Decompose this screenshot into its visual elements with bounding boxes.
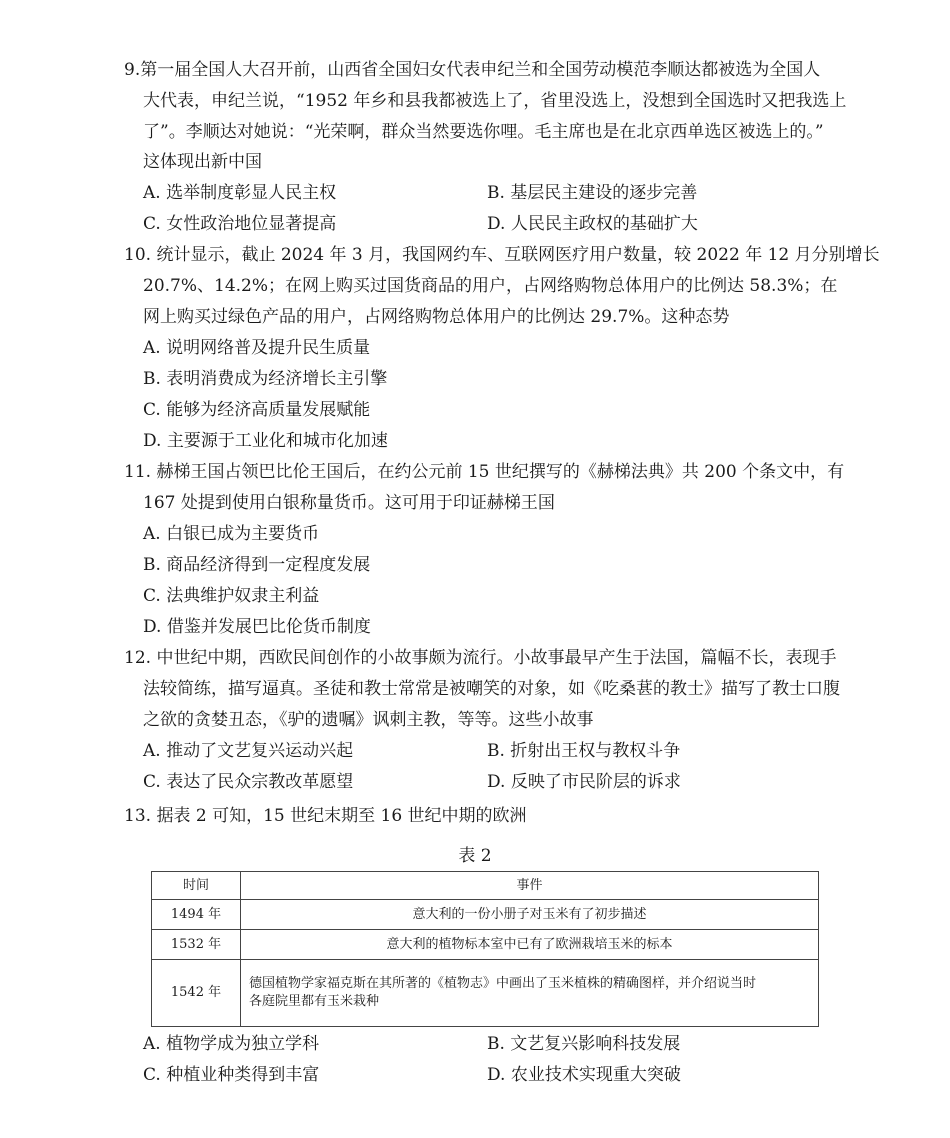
q10-option-b[interactable]: B. 表明消费成为经济增长主引擎 <box>143 369 388 389</box>
q12-option-d[interactable]: D. 反映了市民阶层的诉求 <box>487 772 681 792</box>
q11-option-d[interactable]: D. 借鉴并发展巴比伦货币制度 <box>143 617 371 637</box>
q13-option-a[interactable]: A. 植物学成为独立学科 <box>143 1034 320 1054</box>
q9-stem-line-3: 了”。李顺达对她说：“光荣啊，群众当然要选你哩。毛主席也是在北京西单选区被选上的。” <box>143 122 824 142</box>
table-cell-year: 1532 年 <box>152 930 241 960</box>
table-cell-event: 意大利的一份小册子对玉米有了初步描述 <box>241 900 819 930</box>
table-cell-event-line-2: 各庭院里都有玉米栽种 <box>249 994 380 1009</box>
table-header-time: 时间 <box>152 872 241 900</box>
q12-option-c[interactable]: C. 表达了民众宗教改革愿望 <box>143 772 354 792</box>
q10-stem-line-2: 20.7%、14.2%；在网上购买过国货商品的用户，占网络购物总体用户的比例达 58.3%；在 <box>143 276 838 296</box>
q12-stem-line-2: 法较简练，描写逼真。圣徒和教士常常是被嘲笑的对象，如《吃桑葚的教士》描写了教士口腹 <box>143 679 840 699</box>
q13-stem-line-1: 13. 据表 2 可知，15 世纪末期至 16 世纪中期的欧洲 <box>124 806 527 826</box>
table-cell-event-line-1: 德国植物学家福克斯在其所著的《植物志》中画出了玉米植株的精确图样，并介绍说当时 <box>249 976 757 991</box>
q9-option-a[interactable]: A. 选举制度彰显人民主权 <box>143 183 337 203</box>
q12-option-a[interactable]: A. 推动了文艺复兴运动兴起 <box>143 741 354 761</box>
q9-stem-line-1: 9.第一届全国人大召开前，山西省全国妇女代表申纪兰和全国劳动模范李顺达都被选为全国人 <box>124 60 821 80</box>
q11-option-b[interactable]: B. 商品经济得到一定程度发展 <box>143 555 371 575</box>
table-cell-year: 1494 年 <box>152 900 241 930</box>
q12-stem-line-3: 之欲的贪婪丑态，《驴的遗嘱》讽刺主教，等等。这些小故事 <box>143 710 594 730</box>
q10-stem-line-1: 10. 统计显示，截止 2024 年 3 月，我国网约车、互联网医疗用户数量，较 2022 年 12 月分别增长 <box>124 245 880 265</box>
q9-option-c[interactable]: C. 女性政治地位显著提高 <box>143 214 337 234</box>
q9-option-b[interactable]: B. 基层民主建设的逐步完善 <box>487 183 698 203</box>
q10-option-a[interactable]: A. 说明网络普及提升民生质量 <box>143 338 371 358</box>
table-row <box>152 900 819 930</box>
events-table <box>151 871 819 1027</box>
table-header-event: 事件 <box>241 872 819 900</box>
q10-stem-line-3: 网上购买过绿色产品的用户，占网络购物总体用户的比例达 29.7%。这种态势 <box>143 307 730 327</box>
table-header-row <box>152 872 819 900</box>
q12-stem-line-1: 12. 中世纪中期，西欧民间创作的小故事颇为流行。小故事最早产生于法国，篇幅不长，表现手 <box>124 648 837 668</box>
q9-stem-line-2: 大代表，申纪兰说，“1952 年乡和县我都被选上了，省里没选上，没想到全国选时又把我选上 <box>143 91 847 111</box>
table-row <box>152 930 819 960</box>
table-row <box>152 960 819 1027</box>
q9-option-d[interactable]: D. 人民民主政权的基础扩大 <box>487 214 698 234</box>
table-caption: 表 2 <box>458 846 492 866</box>
q12-option-b[interactable]: B. 折射出王权与教权斗争 <box>487 741 681 761</box>
q9-stem-line-4: 这体现出新中国 <box>143 152 262 172</box>
q11-option-a[interactable]: A. 白银已成为主要货币 <box>143 524 320 544</box>
table-cell-event: 意大利的植物标本室中已有了欧洲栽培玉米的标本 <box>241 930 819 960</box>
table-cell-year: 1542 年 <box>152 960 241 1027</box>
table-cell-event <box>241 960 819 1027</box>
q11-option-c[interactable]: C. 法典维护奴隶主利益 <box>143 586 320 606</box>
q11-stem-line-1: 11. 赫梯王国占领巴比伦王国后，在约公元前 15 世纪撰写的《赫梯法典》共 200 个条文中，有 <box>124 462 845 482</box>
q11-stem-line-2: 167 处提到使用白银称量货币。这可用于印证赫梯王国 <box>143 493 555 513</box>
q13-option-b[interactable]: B. 文艺复兴影响科技发展 <box>487 1034 681 1054</box>
q10-option-d[interactable]: D. 主要源于工业化和城市化加速 <box>143 431 388 451</box>
q10-option-c[interactable]: C. 能够为经济高质量发展赋能 <box>143 400 371 420</box>
q13-option-d[interactable]: D. 农业技术实现重大突破 <box>487 1065 681 1085</box>
q13-option-c[interactable]: C. 种植业种类得到丰富 <box>143 1065 320 1085</box>
